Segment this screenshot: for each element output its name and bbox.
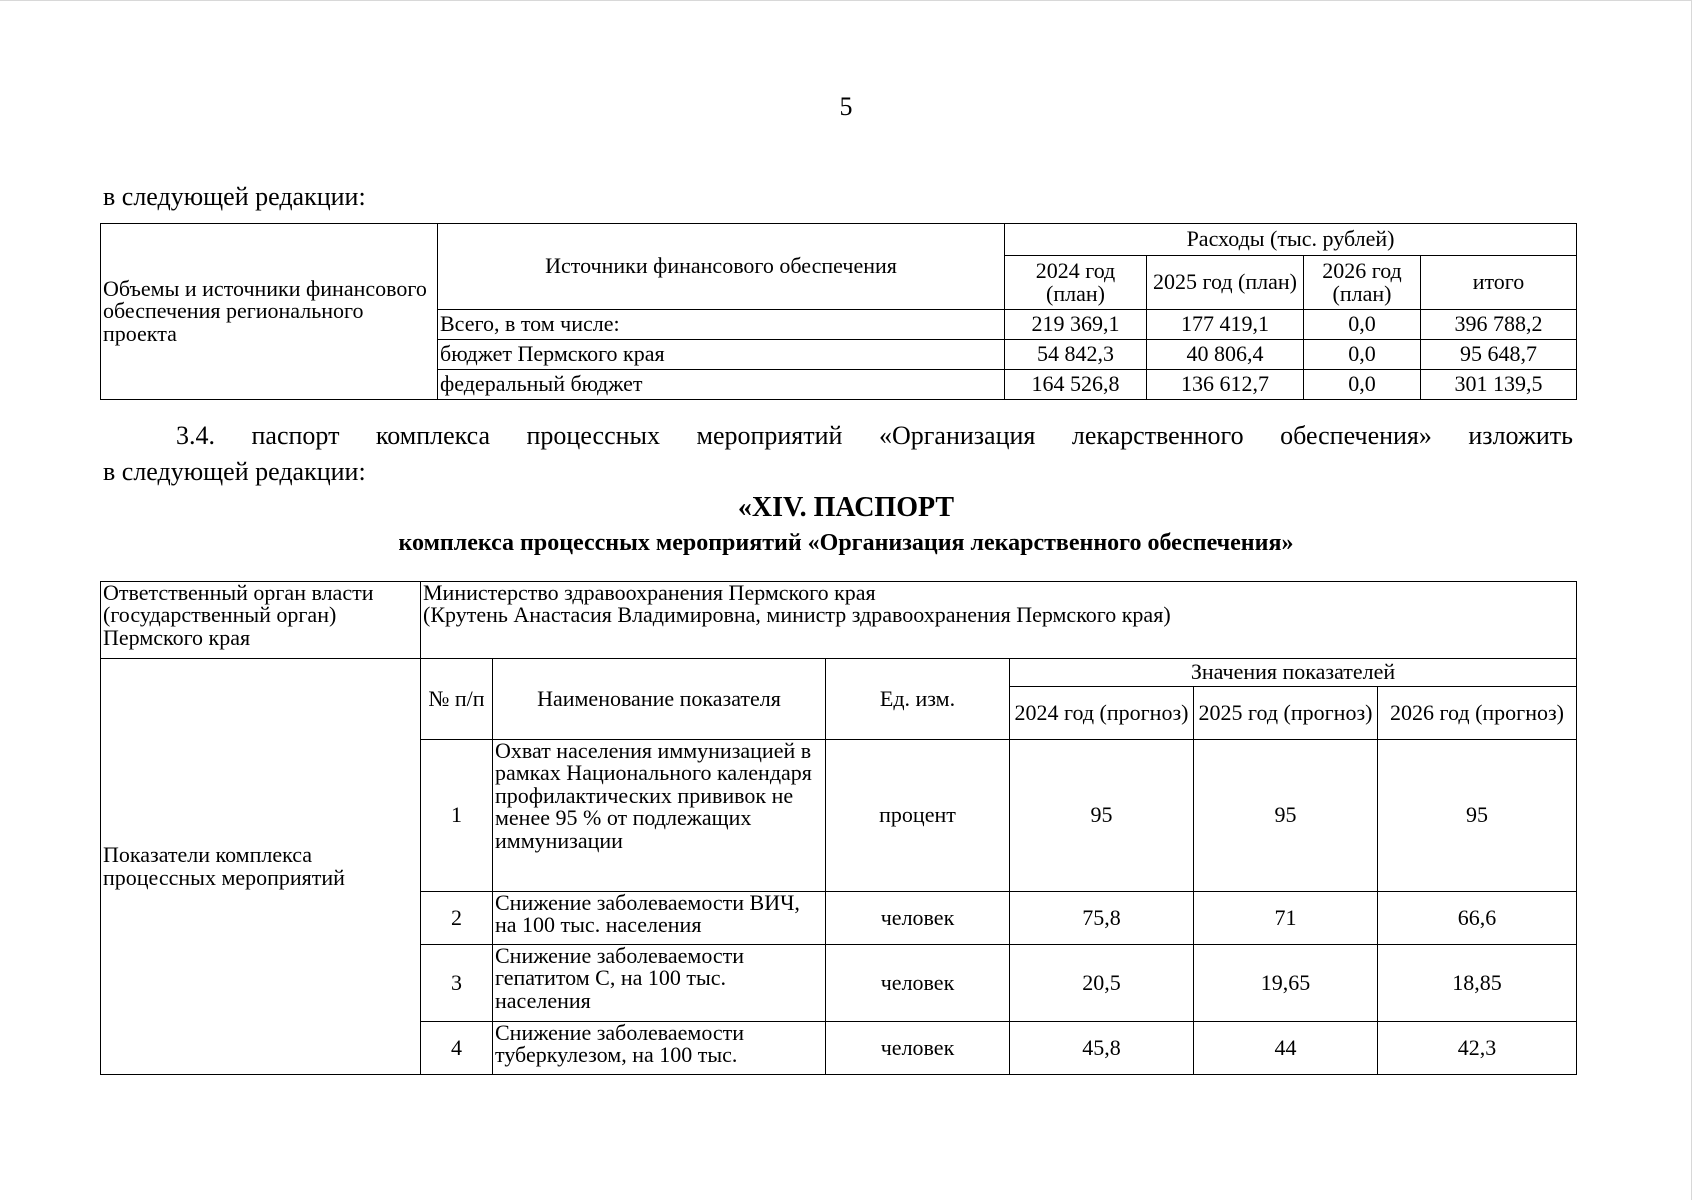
num-header: № п/п <box>421 659 493 740</box>
passport-title: «XIV. ПАСПОРТ <box>737 492 955 523</box>
indicator-value: 19,65 <box>1194 945 1378 1022</box>
indicator-unit: процент <box>826 740 1010 892</box>
expenses-header: Расходы (тыс. рублей) <box>1005 224 1577 256</box>
year-header: 2025 год (план) <box>1147 256 1304 310</box>
indicator-value: 42,3 <box>1378 1022 1577 1075</box>
amount-cell: 219 369,1 <box>1005 310 1147 340</box>
indicator-value: 66,6 <box>1378 892 1577 945</box>
indicator-value: 95 <box>1010 740 1194 892</box>
year-header: 2024 год (план) <box>1005 256 1147 310</box>
indicator-num: 1 <box>421 740 493 892</box>
paragraph-line-1: 3.4. паспорт комплекса процессных мероприятий «Организация лекарственного обеспечения» изложить <box>176 421 1573 450</box>
amount-cell: 0,0 <box>1304 340 1421 370</box>
year-header: 2026 год (прогноз) <box>1378 687 1577 740</box>
amount-cell: 136 612,7 <box>1147 370 1304 400</box>
intro-line: в следующей редакции: <box>103 182 366 211</box>
indicator-value: 95 <box>1378 740 1577 892</box>
total-header: итого <box>1421 256 1577 310</box>
amount-cell: 40 806,4 <box>1147 340 1304 370</box>
indicator-value: 44 <box>1194 1022 1378 1075</box>
indicator-name: Снижение заболеваемости ВИЧ, на 100 тыс. населения <box>493 892 826 945</box>
year-header: 2025 год (прогноз) <box>1194 687 1378 740</box>
indicator-num: 4 <box>421 1022 493 1075</box>
year-header: 2024 год (прогноз) <box>1010 687 1194 740</box>
indicator-value: 20,5 <box>1010 945 1194 1022</box>
indicator-value: 95 <box>1194 740 1378 892</box>
indicator-unit: человек <box>826 1022 1010 1075</box>
source-name: Всего, в том числе: <box>438 310 1005 340</box>
values-group-header: Значения показателей <box>1010 659 1577 687</box>
amount-cell: 164 526,8 <box>1005 370 1147 400</box>
indicator-value: 45,8 <box>1010 1022 1194 1075</box>
unit-header: Ед. изм. <box>826 659 1010 740</box>
indicator-name: Снижение заболеваемости гепатитом С, на 100 тыс. населения <box>493 945 826 1022</box>
indicators-label: Показатели комплекса процессных мероприятий <box>101 659 421 1075</box>
source-name: федеральный бюджет <box>438 370 1005 400</box>
amendment-paragraph <box>103 418 1573 490</box>
amount-cell: 301 139,5 <box>1421 370 1577 400</box>
responsible-value-line-2: (Крутень Анастасия Владимировна, министр здравоохранения Пермского края) <box>423 602 1171 628</box>
finance-header-row <box>101 224 1577 256</box>
responsible-label: Ответственный орган власти (государственный орган) Пермского края <box>101 582 421 659</box>
passport-subtitle: комплекса процессных мероприятий «Организация лекарственного обеспечения» <box>398 530 1294 556</box>
amount-cell: 177 419,1 <box>1147 310 1304 340</box>
page-edge-top <box>0 0 1692 1</box>
passport-table <box>100 581 1577 1075</box>
paragraph-line-2: в следующей редакции: <box>103 457 366 486</box>
amount-cell: 0,0 <box>1304 370 1421 400</box>
page-number: 5 <box>839 92 853 121</box>
amount-cell: 95 648,7 <box>1421 340 1577 370</box>
indicator-unit: человек <box>826 945 1010 1022</box>
source-name: бюджет Пермского края <box>438 340 1005 370</box>
indicator-unit: человек <box>826 892 1010 945</box>
amount-cell: 54 842,3 <box>1005 340 1147 370</box>
responsible-value-line-1: Министерство здравоохранения Пермского края <box>423 581 876 605</box>
year-header: 2026 год (план) <box>1304 256 1421 310</box>
responsible-value <box>421 582 1577 659</box>
indicator-name: Охват населения иммунизацией в рамках Национального календаря профилактических прививок не менее 95 % от подлежащих иммунизации <box>493 740 826 892</box>
indicator-value: 71 <box>1194 892 1378 945</box>
finance-table <box>100 223 1577 400</box>
indicator-name: Снижение заболеваемости туберкулезом, на 100 тыс. <box>493 1022 826 1075</box>
sources-header: Источники финансового обеспечения <box>438 224 1005 310</box>
indicator-value: 18,85 <box>1378 945 1577 1022</box>
name-header: Наименование показателя <box>493 659 826 740</box>
amount-cell: 396 788,2 <box>1421 310 1577 340</box>
finance-row-label: Объемы и источники финансового обеспечения регионального проекта <box>101 224 438 400</box>
indicator-num: 2 <box>421 892 493 945</box>
indicator-num: 3 <box>421 945 493 1022</box>
amount-cell: 0,0 <box>1304 310 1421 340</box>
indicator-value: 75,8 <box>1010 892 1194 945</box>
responsible-row <box>101 582 1577 659</box>
indicators-header-row <box>101 659 1577 687</box>
